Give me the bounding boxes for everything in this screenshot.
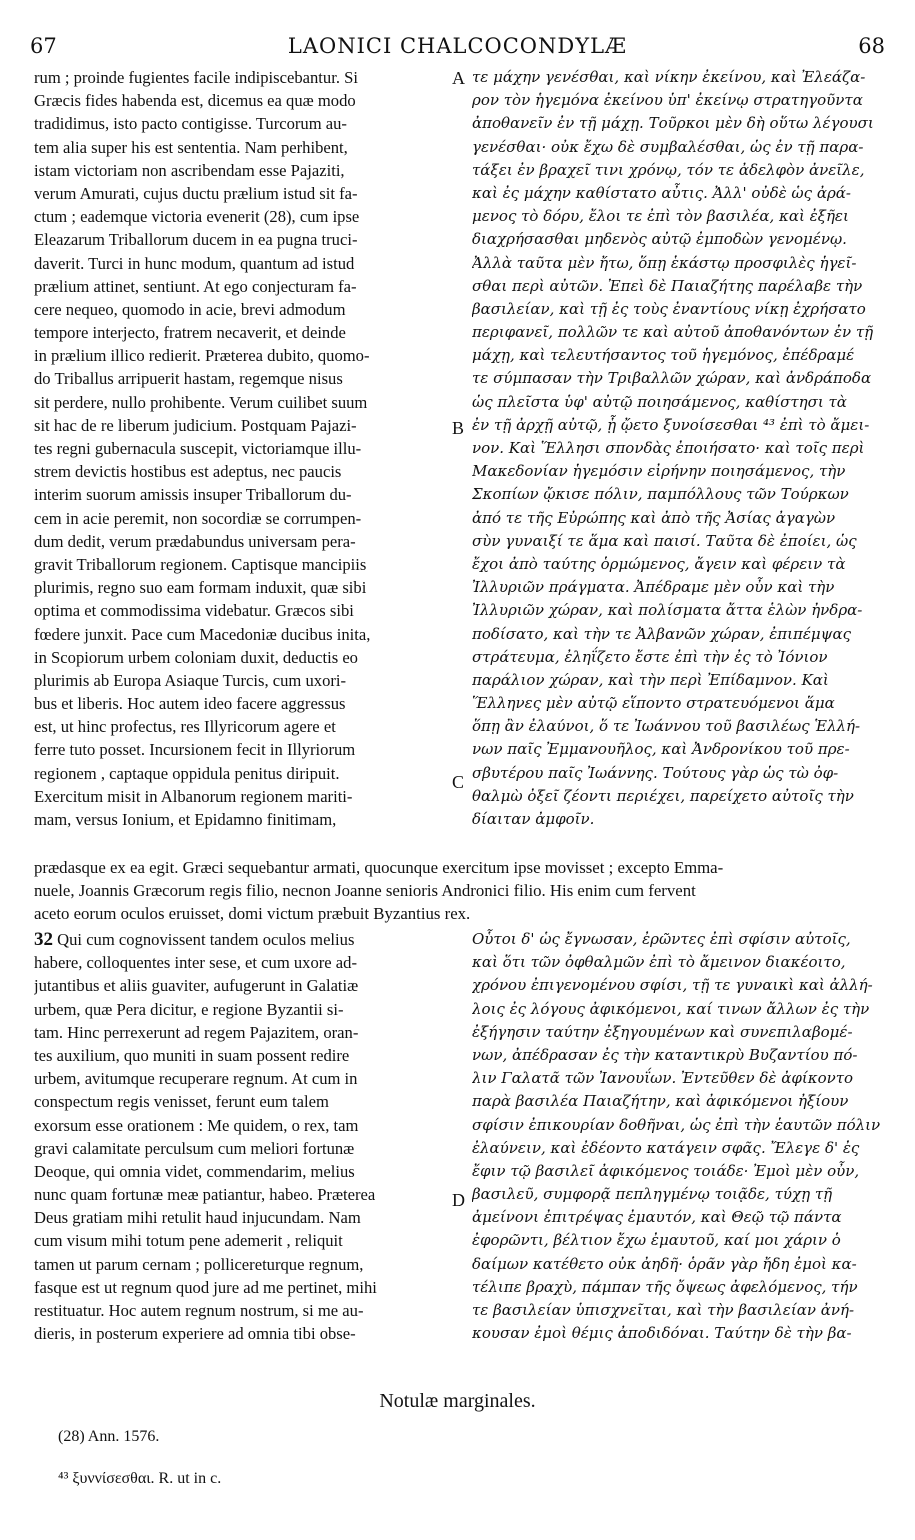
margin-marker-c: C: [452, 772, 465, 792]
text-line: τε βασιλείαν ὑπισχνεῖται, καὶ τὴν βασιλείαν ἀνή-: [472, 1301, 855, 1319]
text-line: νων, ἀπέδρασαν ἐς τὴν καταντικρὺ Βυζαντίου πό-: [472, 1045, 858, 1064]
text-line: rum ; proinde fugientes facile indipiscebantur. Si: [34, 68, 358, 87]
text-line: ἐξήγησιν ταύτην ἐξηγουμένων καὶ συνεπιλαβομέ-: [472, 1022, 853, 1041]
text-line: καὶ ἐς μάχην καθίστατο αὖτις. Ἀλλ' οὐδὲ ὡς ἀρά-: [472, 183, 851, 202]
text-line: plurimis, regno suo eam formam induxit, quæ sibi: [34, 578, 367, 598]
text-line: τε μάχην γενέσθαι, καὶ νίκην ἐκείνου, καὶ Ἐλεάζα-: [472, 68, 866, 86]
text-line: Μακεδονίαν ἡγεμόσιν εἰρήνην ποιησάμενος, τὴν: [472, 462, 846, 481]
text-line: στράτευμα, ἐληΐζετο ἔστε ἐπὶ τὴν ἐς τὸ Ἰόνιον: [472, 647, 828, 666]
text-line: ἐλαύνειν, καὶ ἐδέοντο κατάγειν σφᾶς. Ἔλεγε δ' ἐς: [472, 1138, 860, 1157]
text-line: tem alia super his est sententia. Nam perhibent,: [34, 137, 348, 157]
text-line: tam. Hinc perrexerunt ad regem Pajazitem, oran-: [34, 1022, 359, 1042]
text-line: τέλιπε βραχὺ, πάμπαν τῆς ὄψεως ἀφελόμενος, τήν: [472, 1277, 858, 1296]
text-line: σὺν γυναιξί τε ἅμα καὶ παισί. Ταῦτα δὲ ἐποίει, ὡς: [472, 531, 857, 550]
text-line: habere, colloquentes inter sese, et cum uxore ad-: [34, 953, 357, 973]
text-line: ἀποθανεῖν ἐν τῇ μάχῃ. Τοῦρκοι μὲν δὴ οὕτω λέγουσι: [472, 114, 874, 133]
text-line: Σκοπίων ᾤκισε πόλιν, παμπόλλους τῶν Τούρκων: [472, 485, 849, 504]
text-line: est, ut hinc profectus, res Illyricorum agere et: [34, 717, 336, 737]
text-line: fœdere junxit. Pace cum Macedoniæ ducibus inita,: [34, 624, 371, 644]
section-first-line: [34, 928, 452, 951]
text-line: βασιλεῦ, συμφορᾷ πεπληγμένῳ τοιᾷδε, τύχῃ τῇ: [472, 1185, 833, 1204]
text-line: παράλιον χώραν, καὶ τὴν περὶ Ἐπίδαμνον. Καὶ: [472, 670, 829, 689]
text-line: interim suorum amissis insuper Triballorum du-: [34, 485, 352, 505]
page-number-right: 68: [858, 34, 885, 58]
text-line: κουσαν ἐμοὶ θέμις ἀποδιδόναι. Ταύτην δὲ τὴν βα-: [472, 1324, 852, 1343]
text-line: Ἰλλυριῶν πράγματα. Ἀπέδραμε μὲν οὖν καὶ τὴν: [472, 578, 835, 597]
text-line: ctum ; eademque victoria evenerit (28), cum ipse: [34, 207, 360, 227]
text-line: χρόνου ἐπιγενομένου σφίσι, τῇ τε γυναικὶ καὶ ἀλλή-: [472, 976, 873, 995]
text-line: ποδίσατο, καὶ τὴν τε Ἀλβανῶν χώραν, ἐπιπέμψας: [472, 624, 851, 643]
text-line: istam victoriam non ascribendam esse Pajaziti,: [34, 160, 345, 180]
latin-column-bottom: [34, 928, 452, 1345]
greek-column-top: [472, 66, 884, 831]
text-line: τε σύμπασαν τὴν Τριβαλλῶν χώραν, καὶ ἀνδράποδα: [472, 369, 872, 388]
page-number-left: 67: [30, 34, 57, 58]
text-line: λιν Γαλατᾶ τῶν Ἰανουΐων. Ἐντεῦθεν δὲ ἀφίκοντο: [472, 1069, 854, 1088]
text-line: θαλμὼ ὀξεῖ ζέοντι περιέχει, παρείχετο αὐτοῖς τὴν: [472, 786, 854, 805]
text-line: Deus gratiam mihi retulit haud injucundam. Nam: [34, 1208, 361, 1228]
text-line: ἔφιν τῷ βασιλεῖ ἀφικόμενος τοιάδε· Ἐμοὶ μὲν οὖν,: [472, 1161, 860, 1180]
footnote-28: (28) Ann. 1576.: [58, 1428, 160, 1445]
margin-marker-b: B: [452, 418, 465, 438]
text-line: μενος τὸ δόρυ, ἔλοι τε ἐπὶ τὸν βασιλέα, καὶ ἐξῆει: [472, 207, 849, 226]
text-line: dum dedit, verum prædabundus universam pera-: [34, 531, 356, 551]
latin-column-top: [34, 66, 452, 831]
text-line: urbem, quæ Pera dicitur, e regione Byzantii si-: [34, 999, 344, 1019]
text-line: ferre tuto posset. Incursionem fecit in Illyriorum: [34, 740, 356, 760]
text-line: καὶ ὅτι τῶν ὀφθαλμῶν ἐπὶ τὸ ἄμεινον διακέοιτο,: [472, 953, 846, 972]
page-header: [30, 34, 885, 64]
text-line: Οὗτοι δ' ὡς ἔγνωσαν, ἐρῶντες ἐπὶ σφίσιν αὐτοῖς,: [472, 930, 851, 948]
text-line: ἔχοι ἀπὸ ταύτης ὁρμώμενος, ἄγειν καὶ φέρειν τὰ: [472, 554, 846, 573]
text-line: ὅπῃ ἂν ἐλαύνοι, ὅ τε Ἰωάννου τοῦ βασιλέως Ἑλλή-: [472, 717, 861, 736]
text-line: Ἕλληνες μὲν αὐτῷ εἵποντο στρατευόμενοι ἅμα: [472, 694, 835, 713]
text-line: urbem, avitumque recuperare regnum. At cum in: [34, 1069, 358, 1089]
text-line: dieris, in posterum experiere ad omnia tibi obse-: [34, 1324, 356, 1344]
text-line: νων παῖς Ἐμμανουῆλος, καὶ Ἀνδρονίκου τοῦ πρε-: [472, 740, 850, 759]
text-line: ρον τὸν ἡγεμόνα ἐκείνου ὑπ' ἐκείνῳ στρατηγοῦντα: [472, 91, 863, 110]
text-line: ἐν τῇ ἀρχῇ αὐτῷ, ᾗ ᾤετο ξυνοίσεσθαι ⁴³ ἐπὶ τὸ ἄμει-: [472, 415, 870, 434]
text-line: Exercitum misit in Albanorum regionem mariti-: [34, 786, 353, 806]
latin-full-width-text: [34, 856, 884, 926]
text-line: mam, versus Ionium, et Epidamno finitimam,: [34, 810, 337, 829]
text-line: tes auxilium, quo muniti in suam possent redire: [34, 1045, 350, 1065]
text-line: sit perdere, nullo prohibente. Verum cuilibet suum: [34, 392, 368, 412]
text-line: tempore interjecto, fratrem necaverit, et deinde: [34, 323, 346, 343]
margin-marker-d: D: [452, 1190, 465, 1210]
text-line: nuele, Joannis Græcorum regis filio, necnon Joanne senioris Andronici filio. His enim cum fervent: [34, 881, 696, 901]
text-line: prædasque ex ea egit. Græci sequebantur armati, quocunque exercitum ipse movisset ; excepto Emma-: [34, 858, 724, 877]
text-line: σθαι περὶ αὐτῶν. Ἐπεὶ δὲ Παιαζήτης παρέλαβε τὴν: [472, 276, 863, 295]
section-number: 32: [34, 929, 53, 950]
text-line: plurimis ab Europa Asiaque Turcis, cum uxori-: [34, 670, 347, 690]
text-line: ἐφορῶντι, βέλτιον ἔχω ἐμαυτοῦ, καί μοι χάριν ὁ: [472, 1231, 841, 1250]
marginal-notes-title: Notulæ marginales.: [379, 1390, 536, 1412]
text-line: γενέσθαι· οὐκ ἔχω δὲ συμβαλέσθαι, ὡς ἐν τῇ παρα-: [472, 137, 864, 156]
text-line: gravi calamitate perculsum cum meliori fortunæ: [34, 1138, 355, 1158]
text-line: tamen ut parum cernam ; pollicereturque regnum,: [34, 1254, 364, 1274]
text-line: λοις ἐς λόγους ἀφικόμενοι, καί τινων ἄλλων ἐς τὴν: [472, 999, 870, 1018]
greek-column-bottom: [472, 928, 884, 1345]
text-line: Qui cum cognovissent tandem oculos melius: [53, 930, 355, 949]
text-line: cere nequeo, quomodo in acie, brevi admodum: [34, 299, 346, 319]
text-line: παρὰ βασιλέα Παιαζήτην, καὶ ἀφικόμενοι ἠξίουν: [472, 1092, 849, 1111]
text-line: βασιλείαν, καὶ τῇ ἐς τοὺς ἐναντίους νίκῃ ἐχρήσατο: [472, 299, 866, 318]
text-line: περιφανεῖ, πολλῶν τε καὶ αὐτοῦ ἀποθανόντων ἐν τῇ: [472, 323, 874, 342]
text-line: optima et commodissima videbatur. Græcos sibi: [34, 601, 354, 621]
text-line: τάξει ἐν βραχεῖ τινι χρόνῳ, τόν τε ἀδελφὸν ἀνεῖλε,: [472, 160, 865, 179]
text-line: Ἰλλυριῶν χώραν, καὶ πολίσματα ἄττα ἑλὼν ἠνδρα-: [472, 601, 863, 620]
text-line: in Scopiorum urbem coloniam duxit, deductis eo: [34, 647, 358, 667]
running-title: LAONICI CHALCOCONDYLÆ: [287, 34, 628, 58]
text-line: sit hac de re liberum judicium. Postquam Pajazi-: [34, 415, 357, 435]
text-line: Deoque, qui omnia videt, commendarim, melius: [34, 1161, 355, 1181]
text-line: Græcis fides habenda est, dicemus ea quæ modo: [34, 91, 356, 111]
text-line: gravit Triballorum regionem. Captisque mancipiis: [34, 554, 367, 574]
text-line: exorsum esse orationem : Me quidem, o rex, tam: [34, 1115, 359, 1135]
text-line: ἀπό τε τῆς Εὐρώπης καὶ ἀπὸ τῆς Ἀσίας ἀγαγὼν: [472, 508, 836, 527]
text-line: conspectum regis venisset, ferunt eum talem: [34, 1092, 329, 1112]
text-line: cum visum mihi totum pene ademerit , reliquit: [34, 1231, 343, 1251]
text-line: σβυτέρου παῖς Ἰωάννης. Τούτους γὰρ ὡς τὼ ὀφ-: [472, 763, 839, 782]
text-line: fasque est ut regnum quod jure ad me pertinet, mihi: [34, 1277, 377, 1297]
text-line: verum Amurati, cujus ductu prælium istud sit fa-: [34, 183, 358, 203]
text-line: μάχῃ, καὶ τελευτήσαντος τοῦ ἡγεμόνος, ἐπέδραμέ: [472, 346, 855, 365]
text-line: cem in acie peremit, non socordiæ se corrumpen-: [34, 508, 362, 528]
text-line: aceto eorum oculos eruisset, domi victum præbuit Byzantius rex.: [34, 904, 471, 924]
text-line: daverit. Turci in hunc modum, quantum ad istud: [34, 253, 355, 273]
margin-marker-a: A: [452, 68, 465, 88]
text-line: δαίμων κατέθετο οὐκ ἀηδῆ· ὁρᾶν γὰρ ἤδη ἐμοὶ κα-: [472, 1254, 857, 1273]
text-line: διαχρήσασθαι μηδενὸς αὐτῷ ἐμποδὼν γενομένῳ.: [472, 230, 847, 249]
text-line: δίαιταν ἀμφοῖν.: [472, 810, 595, 828]
text-line: bus et liberis. Hoc autem ideo facere aggressus: [34, 694, 346, 714]
text-line: in prælium illico redierit. Præterea dubito, quomo-: [34, 346, 370, 366]
text-line: strem devictis hostibus est adeptus, nec paucis: [34, 462, 342, 482]
text-line: nunc quam fortunæ meæ patiantur, habeo. Præterea: [34, 1185, 376, 1205]
text-line: do Triballus arripuerit hastam, regemque nisus: [34, 369, 343, 389]
footnote-43: ⁴³ ξυννίσεσθαι. R. ut in c.: [58, 1470, 222, 1487]
text-line: restituatur. Hoc autem regnum nostrum, si me au-: [34, 1301, 364, 1320]
text-line: regionem , captaque oppidula penitus diripuit.: [34, 763, 340, 783]
text-line: tes regni gubernacula suscepit, victoriamque illu-: [34, 439, 362, 458]
text-line: ἀμείνονι ἐπιτρέψας ἐμαυτόν, καὶ Θεῷ τῷ πάντα: [472, 1208, 842, 1227]
text-line: Eleazarum Triballorum ducem in ea pugna truci-: [34, 230, 358, 250]
text-line: νον. Καὶ Ἕλλησι σπονδὰς ἐποιήσατο· καὶ τοῖς περὶ: [472, 439, 865, 457]
text-line: jutantibus et aliis guaviter, aufugerunt in Galatiæ: [34, 976, 359, 996]
text-line: σφίσιν ἐπικουρίαν δοθῆναι, ὡς ἐπὶ τὴν ἑαυτῶν πόλιν: [472, 1115, 881, 1134]
text-line: Ἀλλὰ ταῦτα μὲν ἤτω, ὅπῃ ἑκάστῳ προσφιλὲς ἡγεῖ-: [472, 253, 857, 272]
text-line: ὡς πλεῖστα ὑφ' αὐτῷ ποιησάμενος, καθίστησι τὰ: [472, 392, 847, 411]
text-line: tradidimus, isto pacto contigisse. Turcorum au-: [34, 114, 347, 134]
text-line: prælium attinet, sentiunt. At ego conjecturam fa-: [34, 276, 357, 296]
